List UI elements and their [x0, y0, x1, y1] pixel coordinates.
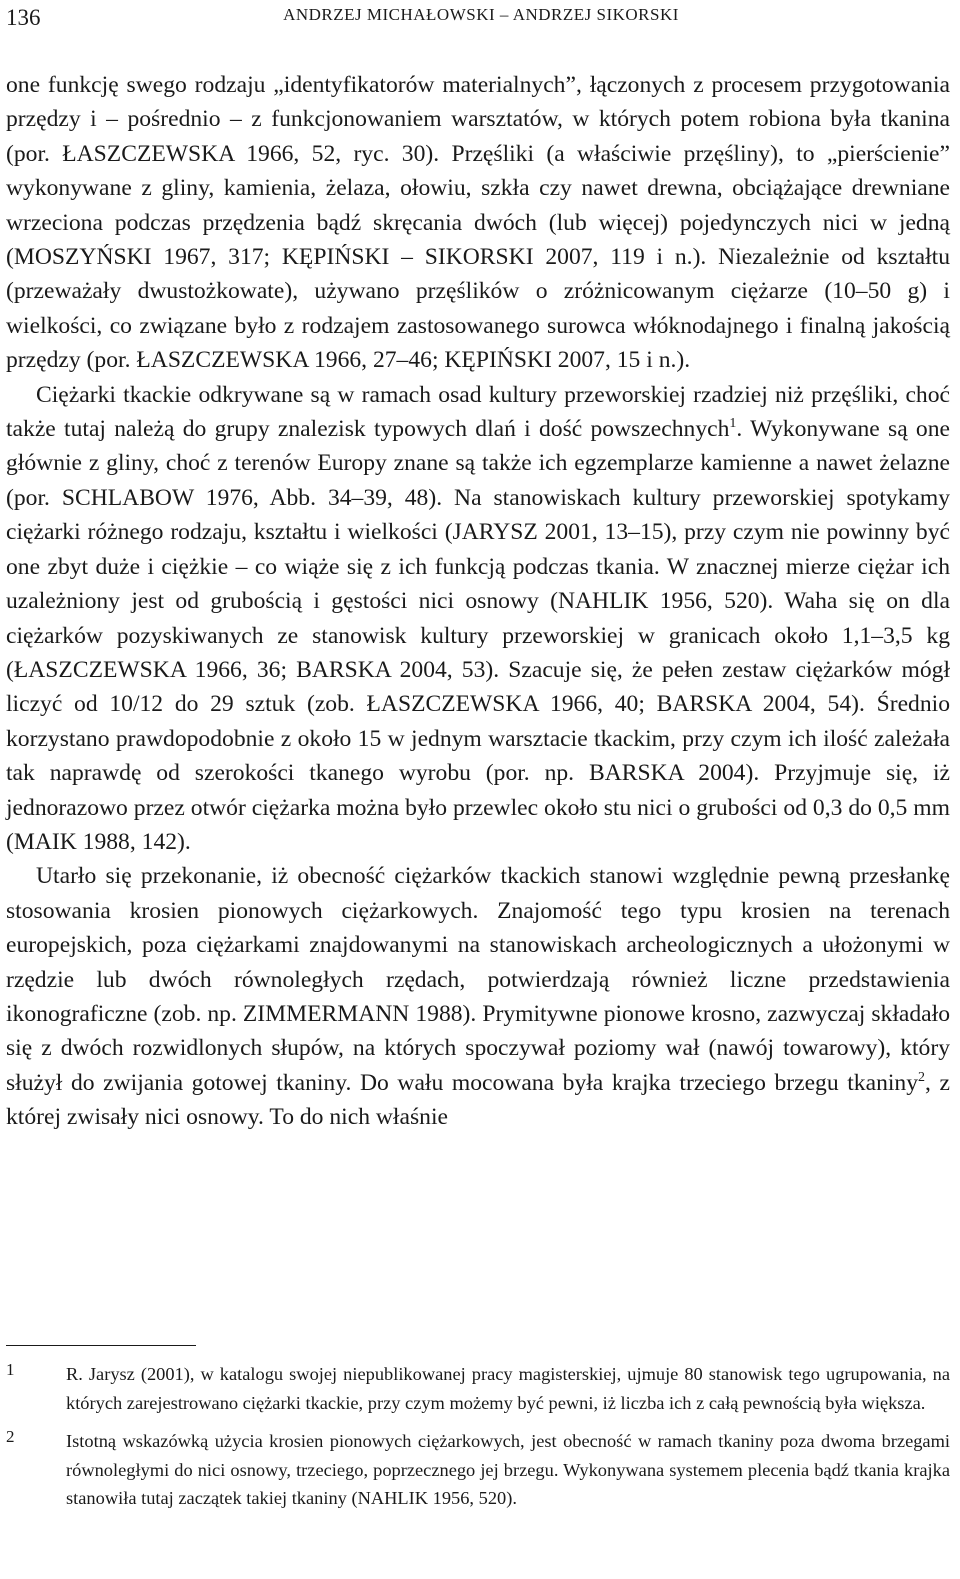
body-text [6, 68, 950, 1135]
footnote-number: 1 [6, 1360, 15, 1379]
footnotes [6, 1360, 950, 1523]
footnote-divider [6, 1345, 196, 1346]
footnote-ref-1[interactable]: 1 [729, 416, 737, 432]
page-header [6, 2, 956, 38]
paragraph-text: , z której zwisały nici osnowy. To do nich właśnie [6, 1069, 950, 1131]
footnote-text: Istotną wskazówką użycia krosien pionowych ciężarkowych, jest obecność w ramach tkaniny poza dwoma brzegami równoległymi do nici osnowy, trzeciego, poprzecznego jej brzegu. Wykonywana systemem plecenia bądź tkania krajka stanowiła tutaj zaczątek takiej tkaniny (NAHLIK 1956, 520). [66, 1431, 950, 1509]
footnote-1 [6, 1360, 950, 1417]
running-head: ANDRZEJ MICHAŁOWSKI – ANDRZEJ SIKORSKI [283, 5, 679, 24]
footnote-text: R. Jarysz (2001), w katalogu swojej niepublikowanej pracy magisterskiej, ujmuje 80 stanowisk tego ugrupowania, na których zarejestrowano ciężarki tkackie, przy czym możemy być pewni, iż liczba ich z całą pewnością była większa. [66, 1364, 950, 1413]
paragraph-text: Ciężarki tkackie odkrywane są w ramach osad kultury przeworskiej rzadziej niż przęśliki, choć także tutaj należą do grupy znalezisk typowych dlań i dość powszechnych [6, 381, 950, 443]
paragraph [6, 859, 950, 1134]
footnote-number: 2 [6, 1427, 15, 1447]
paragraph-text: one funkcję swego rodzaju „identyfikatorów materialnych”, łączonych z procesem przygotowania przędzy i – pośrednio – z funkcjonowaniem warsztatów, w których potem robiona była tkanina (por. ŁASZCZEWSKA 1966, 52, ryc. 30). [6, 72, 950, 167]
paragraph [6, 68, 950, 378]
page-number: 136 [6, 5, 41, 30]
paragraph-text: Przęśliki (a właściwie przęśliny), to „pierścienie” wykonywane z gliny, kamienia, żelaza, ołowiu, szkła czy nawet drewna, obciążające drewniane wrzeciona podczas przędzenia bądź skręcania dwóch (lub więcej) pojedynczych nici w jedną (MOSZYŃSKI 1967, 317; KĘPIŃSKI – SIKORSKI 2007, 119 i n.). Niezależnie od kształtu (przeważały dwustożkowate), używano przęślików o zróżnicowanym ciężarze (10–50 g) i wielkości, co związane było z rodzajem zastosowanego surowca włóknodajnego i finalną jakością przędzy (por. ŁASZCZEWSKA 1966, 27–46; KĘPIŃSKI 2007, 15 i n.). [6, 140, 950, 374]
paragraph-text: Utarło się przekonanie, iż obecność ciężarków tkackich stanowi względnie pewną przesłankę stosowania krosien pionowych ciężarkowych. Znajomość tego typu krosien na terenach europejskich, poza ciężarkami znajdowanymi na stanowiskach archeologicznych a ułożonymi w rzędzie lub dwóch równoległych rzędach, potwierdzają również liczne przedstawienia ikonograficzne (zob. np. ZIMMERMANN 1988). Prymitywne pionowe krosno, zazwyczaj składało się z dwóch rozwidlonych słupów, na których spoczywał poziomy wał (nawój towarowy), który służył do zwijania gotowej tkaniny. Do wału mocowana była krajka trzeciego brzegu tkaniny [6, 863, 950, 1096]
paragraph [6, 378, 950, 860]
footnote-ref-2[interactable]: 2 [918, 1069, 926, 1085]
paragraph-text: . Wykonywane są one głównie z gliny, choć z terenów Europy znane są także ich egzemplarze kamienne a nawet żelazne (por. SCHLABOW 1976, Abb. 34–39, 48). Na stanowiskach kultury przeworskiej spotykamy ciężarki różnego rodzaju, kształtu i wielkości (JARYSZ 2001, 13–15), przy czym nie powinny być one zbyt duże i ciężkie – co wiąże się z ich funkcją podczas tkania. W znacznej mierze ciężar ich uzależniony jest od grubością i gęstości nici osnowy (NAHLIK 1956, 520). Waha się on dla ciężarków pozyskiwanych ze stanowisk kultury przeworskiej w granicach około 1,1–3,5 kg (ŁASZCZEWSKA 1966, 36; BARSKA 2004, 53). Szacuje się, że pełen zestaw ciężarków mógł liczyć od 10/12 do 29 sztuk (zob. ŁASZCZEWSKA 1966, 40; BARSKA 2004, 54). Średnio korzystano prawdopodobnie z około 15 w jednym warsztacie tkackim, przy czym ich ilość zależała tak naprawdę od szerokości tkanego wyrobu (por. np. BARSKA 2004). Przyjmuje się, iż jednorazowo przez otwór ciężarka można było przewlec około stu nici o grubości od 0,3 do 0,5 mm (MAIK 1988, 142). [6, 416, 950, 855]
footnote-2 [6, 1427, 950, 1513]
